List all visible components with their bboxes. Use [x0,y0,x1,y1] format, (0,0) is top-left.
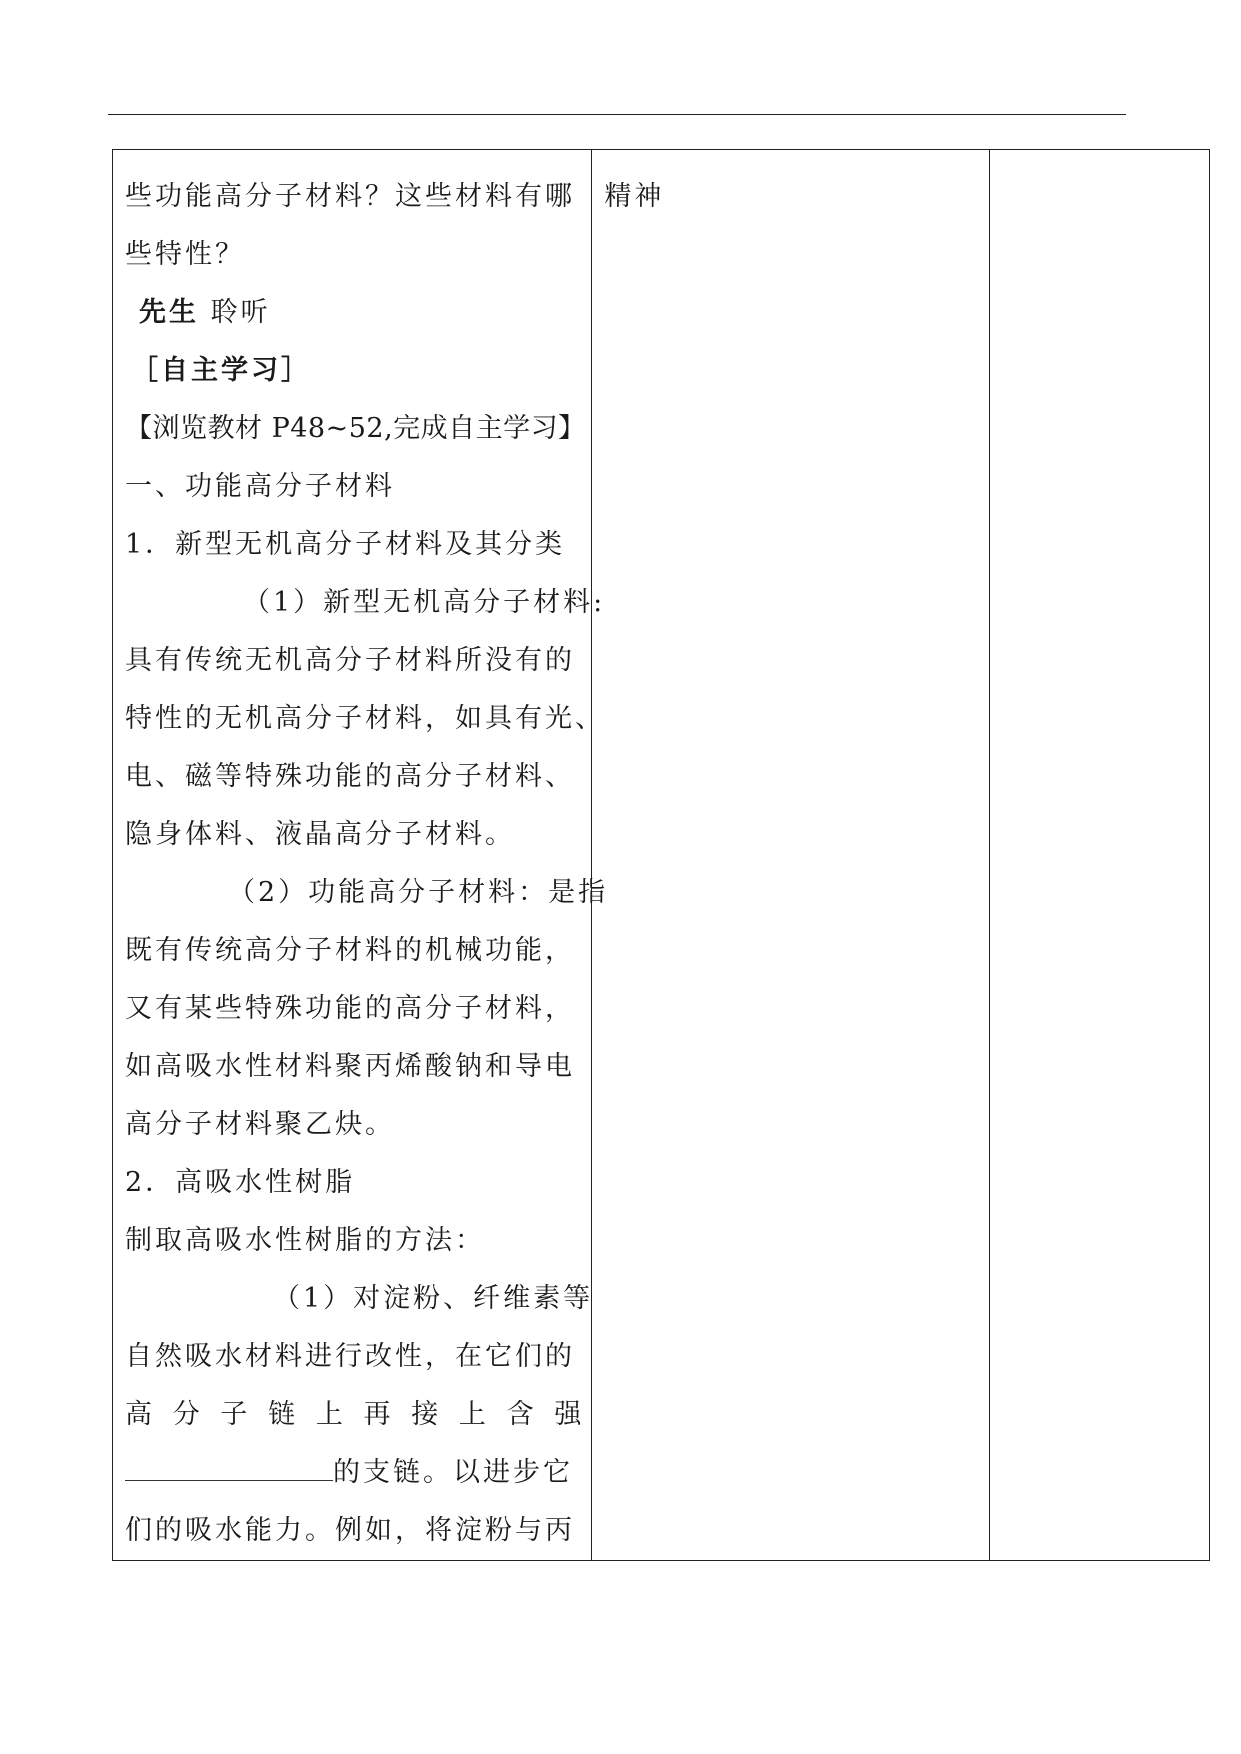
header-rule [108,114,1126,115]
text-line: 精神 [604,181,665,212]
text-line: （2）功能高分子材料：是指 [228,877,609,908]
text-line [125,284,581,342]
text-line: 2．高吸水性树脂 [125,1167,356,1198]
text-line: 们的吸水能力。例如，将淀粉与丙 [125,1515,575,1546]
spaced-text-line [125,1386,581,1444]
text-line: 如高吸水性材料聚丙烯酸钠和导电 [125,1051,575,1082]
text-line: 【浏览教材 P48~52,完成自主学习】 [125,413,586,444]
lesson-table [112,149,1210,1561]
text-line: 自然吸水材料进行改性，在它们的 [125,1341,575,1372]
fill-in-blank[interactable] [125,1454,333,1481]
text-line [125,1444,581,1502]
char: 上 [458,1399,486,1430]
role-activity: 聆听 [199,297,271,328]
char: 再 [363,1399,391,1430]
text-line: 些特性？ [125,239,245,270]
text-line: （1）对淀粉、纤维素等 [273,1283,594,1314]
text-line: 又有某些特殊功能的高分子材料， [125,993,575,1024]
char: 接 [411,1399,439,1430]
activity-cell [592,150,989,1561]
content-cell [113,150,609,1561]
section-heading: ［自主学习］ [131,355,311,386]
char: 分 [172,1399,200,1430]
char: 链 [268,1399,296,1430]
text-line: 具有传统无机高分子材料所没有的 [125,645,575,676]
text-line: （1）新型无机高分子材料: [243,587,606,618]
text-line: 一、功能高分子材料 [125,471,395,502]
role-label: 先生 [139,297,199,328]
text-line: 特性的无机高分子材料，如具有光、 [125,703,605,734]
text-line: 既有传统高分子材料的机械功能， [125,935,575,966]
char: 上 [315,1399,343,1430]
text-line: 1．新型无机高分子材料及其分类 [125,529,566,560]
notes-cell [989,150,1209,1561]
text-line: 高分子材料聚乙炔。 [125,1109,395,1140]
text-line: 隐身体料、液晶高分子材料。 [125,819,515,850]
char: 强 [554,1399,582,1430]
text-after-blank: 的支链。以进步它 [333,1457,573,1488]
char: 高 [125,1399,152,1430]
text-line: 电、磁等特殊功能的高分子材料、 [125,761,575,792]
text-line: 制取高吸水性树脂的方法： [125,1225,485,1256]
text-line: 些功能高分子材料？这些材料有哪 [125,181,575,212]
char: 子 [220,1399,248,1430]
char: 含 [506,1399,534,1430]
